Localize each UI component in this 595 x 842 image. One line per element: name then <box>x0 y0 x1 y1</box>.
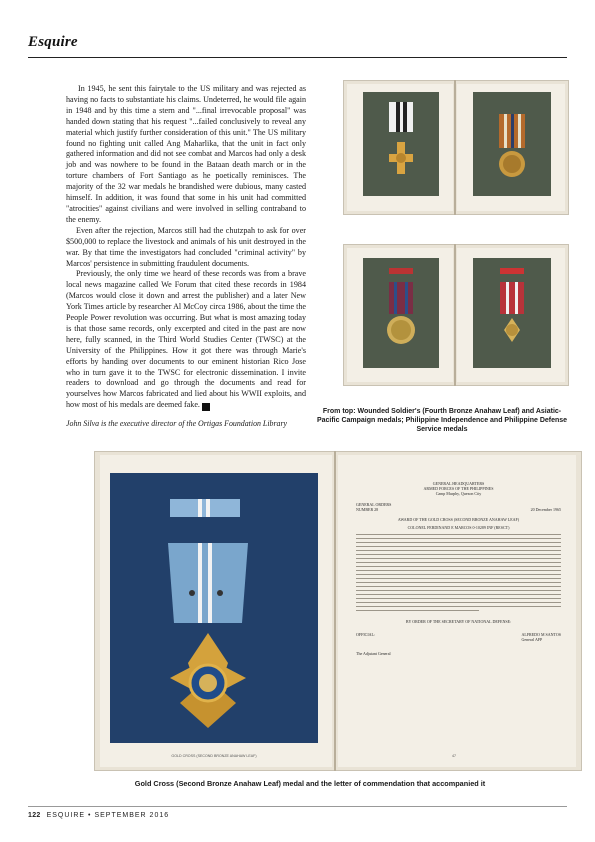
doc-order-number: NUMBER 28 <box>356 507 379 512</box>
doc-signatory: ALFREDO M SANTOS <box>521 632 561 637</box>
masthead-logo: Esquire <box>28 34 78 50</box>
asiatic-pacific-medal-icon <box>473 92 551 196</box>
author-note: John Silva is the executive director of the Ortigas Foundation Library <box>66 419 288 428</box>
plate-label: GOLD CROSS (SECOND BRONZE ANAHAW LEAF) <box>171 754 257 758</box>
doc-official-label: OFFICIAL: <box>356 632 376 637</box>
header-rule <box>28 57 567 58</box>
doc-signatory-title: General AFP <box>521 637 543 642</box>
doc-recipient: COLONEL FERDINAND E MARCOS 0-10289 INF (RESCT) <box>407 525 510 530</box>
publication-line: ESQUIRE • SEPTEMBER 2016 <box>46 812 170 819</box>
doc-date: 20 December 1965 <box>530 507 561 512</box>
article-body <box>66 84 306 411</box>
page-number: 122 <box>28 812 41 819</box>
doc-header-line: GENERAL HEADQUARTERS <box>432 481 485 486</box>
footer-rule <box>28 806 567 807</box>
article-paragraph: In 1945, he sent this fairytale to the US military and was rejected as having no facts to substantiate his claims. Undeterred, he would file again in 1948 and by this time a stern and "...final irrevocable proposal" was handed down stating that his request "...failed conclusively to reveal any material which justify further consideration of this unit." The US military found no fighting unit called Ang Maharlika, that the unit in fact only gathered information and did not see combat and Marcos had only a desk job and was nowhere to be found in the Bataan death march or in the torture chambers of Fort Santiago as he poetically reminisces. The majority of the 32 war medals he brandished were dubious, many casted himself. In addition, it was found that some in his unit had committed "atrocities" against civilians and were involved in selling contraband to the enemy. <box>66 84 306 224</box>
gold-cross-photo <box>94 451 582 771</box>
doc-header-line: ARMED FORCES OF THE PHILIPPINES <box>423 486 494 491</box>
doc-section-title: AWARD OF THE GOLD CROSS (SECOND BRONZE ANAHAW LEAF) <box>397 517 520 522</box>
doc-page-number: 47 <box>452 754 456 758</box>
philippine-independence-medal-icon <box>363 258 439 368</box>
wounded-soldier-medal-icon <box>363 92 439 196</box>
doc-body-lines <box>356 534 561 611</box>
medal-photo-1 <box>343 80 569 215</box>
medal-photo-2 <box>343 244 569 386</box>
doc-closing: BY ORDER OF THE SECRETARY OF NATIONAL DEFENSE: <box>405 619 512 624</box>
gold-cross-medal-icon <box>110 473 318 743</box>
doc-header-line: Camp Murphy, Quezon City <box>435 491 482 496</box>
philippine-defense-medal-icon <box>473 258 551 368</box>
commendation-letter <box>356 481 561 656</box>
article-paragraph-text: Previously, the only time we heard of these records was from a brave local news magazine called We Forum that cited these records in 1984 (Marcos would close it down and arrest the publisher) and a later New York Times article by researcher Al McCoy circa 1986, about the time the People Power revolution was occurring. But what is most amazing today is that those same records, only excerpted and cited in the past are now here, fully scanned, in the Third World Studies Center (TWSC) at the University of the Philippines. How it got there was through Marie's efforts by handing over documents to our eminent historian Rico Jose who in turn gave it to the TWSC for electronic dissemination. I invite readers to download and go through the documents and read for yourselves how Marcos fabricated and lied about his WWII exploits, and how most of his medals are deemed fake. <box>66 269 306 410</box>
end-mark-icon: E <box>202 403 210 411</box>
bottom-caption: Gold Cross (Second Bronze Anahaw Leaf) medal and the letter of commendation that accompanied it <box>134 779 486 788</box>
article-paragraph <box>66 269 306 411</box>
page-footer <box>28 812 169 819</box>
article-paragraph: Even after the rejection, Marcos still had the chutzpah to ask for over $500,000 to replace the livestock and animals of his unit destroyed in the war. By that time the investigators had concluded "criminal activity" by Marcos' persistence in submitting fraudulent documents. <box>66 225 306 268</box>
side-caption: From top: Wounded Soldier's (Fourth Bronze Anahaw Leaf) and Asiatic-Pacific Campaign medals; Philippine Independence and Philippine Defense Service medals <box>316 408 568 433</box>
doc-adjutant-label: The Adjutant General <box>356 651 391 656</box>
doc-order-label: GENERAL ORDERS <box>356 502 392 507</box>
